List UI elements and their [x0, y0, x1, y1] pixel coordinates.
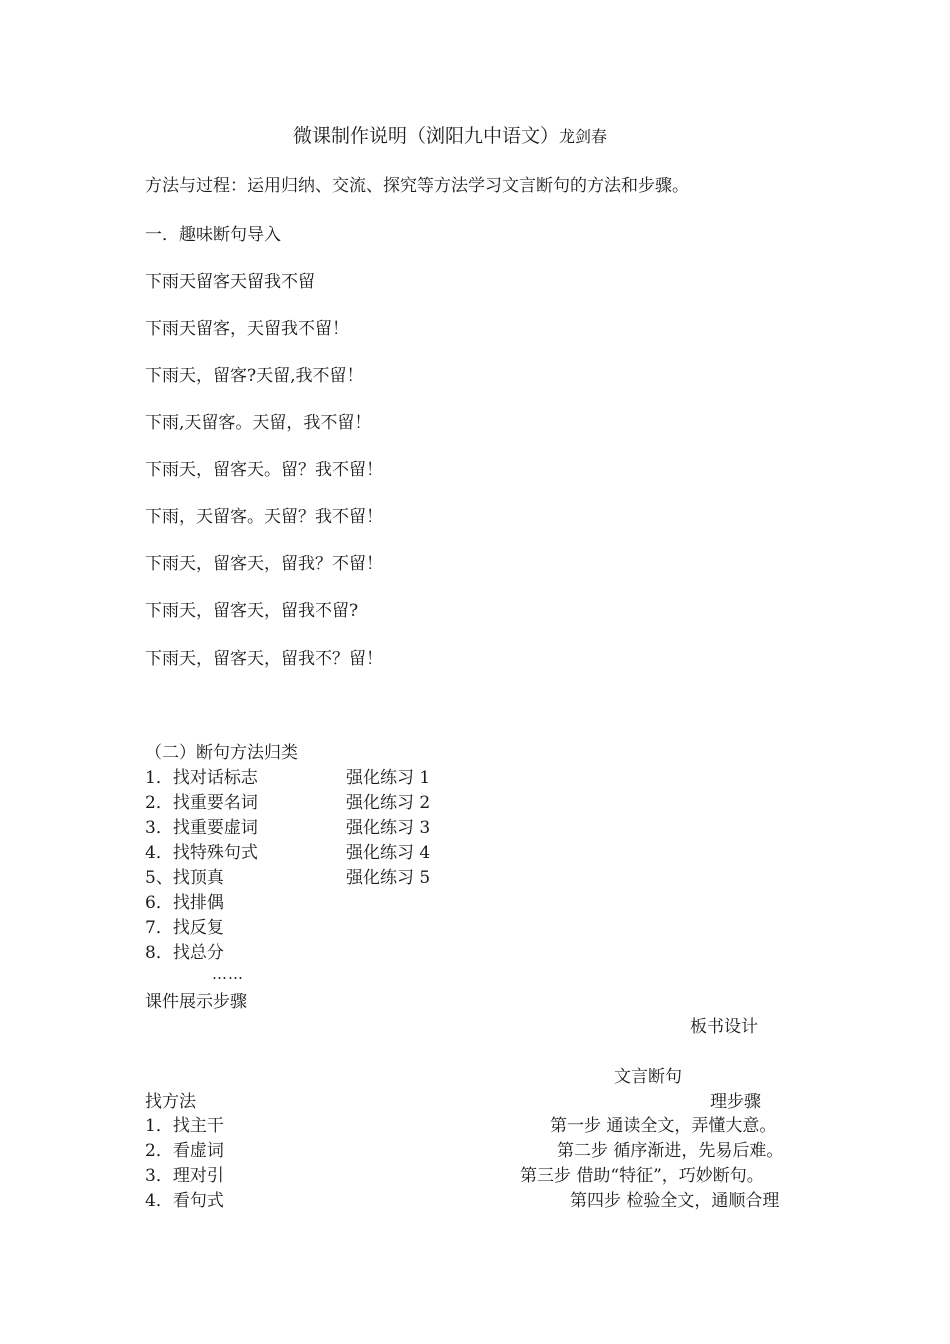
sentence-item: 下雨天，留客天，留我不留? — [145, 601, 359, 621]
method-item: 3．找重要虚词 — [145, 818, 258, 838]
board-left-item: 1．找主干 — [145, 1116, 224, 1136]
board-left-item: 4．看句式 — [145, 1191, 224, 1211]
sentence-item: 下雨,天留客。天留，我不留！ — [145, 413, 372, 433]
board-right-item: 第三步 借助“特征”，巧妙断句。 — [520, 1166, 764, 1186]
sentence-item: 下雨天，留客?天留,我不留！ — [145, 366, 364, 386]
practice-item: 强化练习 3 — [346, 818, 431, 838]
method-line: 方法与过程：运用归纳、交流、探究等方法学习文言断句的方法和步骤。 — [145, 176, 689, 196]
practice-item: 强化练习 1 — [346, 768, 431, 788]
title-main: 微课制作说明（浏阳九中语文） — [293, 125, 560, 147]
board-subject: 文言断句 — [614, 1067, 682, 1087]
board-right-item: 第一步 通读全文，弄懂大意。 — [550, 1116, 777, 1136]
method-item: 2．找重要名词 — [145, 793, 258, 813]
title-author: 龙剑春 — [559, 127, 608, 146]
board-right-item: 第二步 循序渐进，先易后难。 — [557, 1141, 784, 1161]
board-left-item: 2．看虚词 — [145, 1141, 224, 1161]
board-left-title: 找方法 — [145, 1092, 196, 1112]
method-item: 4．找特殊句式 — [145, 843, 258, 863]
sentence-item: 下雨天留客，天留我不留！ — [145, 319, 349, 339]
sentence-item: 下雨天，留客天。留？我不留！ — [145, 460, 383, 480]
method-item: 6．找排偶 — [145, 893, 224, 913]
courseware-steps-label: 课件展示步骤 — [145, 992, 247, 1012]
practice-item: 强化练习 4 — [346, 843, 431, 863]
practice-item: 强化练习 2 — [346, 793, 431, 813]
document-title — [293, 125, 607, 148]
board-left-item: 3．理对引 — [145, 1166, 224, 1186]
method-item: 1．找对话标志 — [145, 768, 258, 788]
section2-heading: （二）断句方法归类 — [145, 743, 298, 763]
practice-item: 强化练习 5 — [346, 868, 431, 888]
section1-heading: 一．趣味断句导入 — [145, 225, 281, 245]
ellipsis: …… — [212, 965, 244, 983]
board-heading: 板书设计 — [690, 1017, 758, 1037]
board-right-item: 第四步 检验全文，通顺合理 — [570, 1191, 780, 1211]
method-item: 7．找反复 — [145, 918, 224, 938]
sentence-item: 下雨，天留客。天留？我不留！ — [145, 507, 383, 527]
sentence-item: 下雨天，留客天，留我不？留！ — [145, 649, 383, 669]
board-right-title: 理步骤 — [710, 1092, 761, 1112]
method-item: 8．找总分 — [145, 943, 224, 963]
sentence-item: 下雨天留客天留我不留 — [145, 272, 315, 292]
sentence-item: 下雨天，留客天，留我？不留！ — [145, 554, 383, 574]
method-item: 5、找顶真 — [145, 868, 224, 888]
